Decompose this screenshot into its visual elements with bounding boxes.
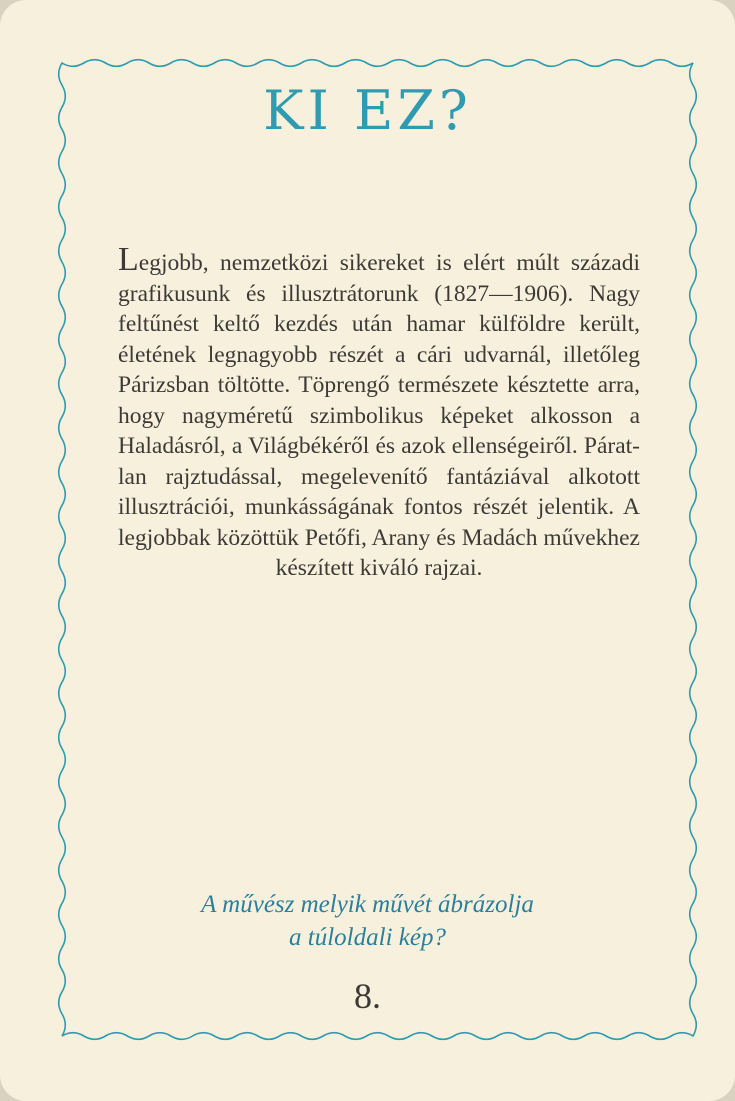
drop-initial: L bbox=[118, 241, 139, 278]
question-text bbox=[0, 888, 735, 954]
biography-text bbox=[118, 243, 640, 584]
question-line-2: a túloldali kép? bbox=[289, 924, 446, 951]
card-title: KI EZ? bbox=[263, 79, 472, 142]
biography-paragraph: egjobb, nemzetközi sikereket is elért múlt századi grafikusunk és illusztrátorunk (1827—1906). Nagy feltűnést keltő kezdés után hamar külföldre került, életének legnagyobb részét a cári udvarnál, illetőleg Párizsban töltötte. Töprengő természete késztette arra, hogy nagyméretű szimbolikus képeket alkosson a Haladásról, a Világbékéről és azok ellenségeiről. Páratlan rajztudással, megelevenítő fantáziával alkotott illusztrációi, munkásságának fontos részét jelentik. A legjobbak közöttük Petőfi, Arany és Madách művekhez készített kiváló rajzai. bbox=[118, 250, 640, 581]
question-line-1: A művész melyik művét ábrázolja bbox=[201, 891, 534, 918]
card-number: 8. bbox=[354, 976, 381, 1016]
